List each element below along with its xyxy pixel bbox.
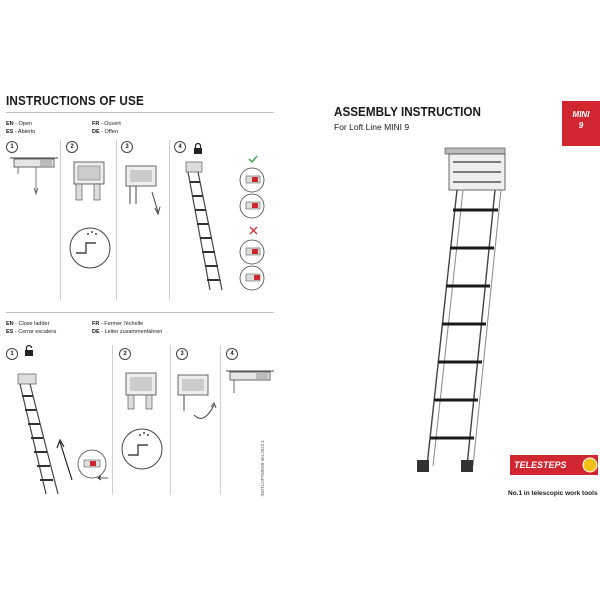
wrong-detail-illustration xyxy=(238,238,274,294)
divider xyxy=(220,345,221,495)
open-step-3-number: 3 xyxy=(121,141,133,153)
lang-fr-open: FR - Ouvert xyxy=(92,121,121,127)
close-step-1-number: 1 xyxy=(6,348,18,360)
version-code: INSTLOFTMINI9 Ver.2022.1 xyxy=(260,440,265,497)
open-step-1-illustration xyxy=(10,152,60,202)
lang-fr-close: FR - Fermer l'échelle xyxy=(92,321,144,327)
close-step-3-illustration xyxy=(174,365,220,435)
open-step-2-illustration xyxy=(68,158,114,268)
lang-en-close: EN - Close ladder xyxy=(6,321,50,327)
model-badge xyxy=(562,101,600,146)
close-step-1-ladder xyxy=(10,370,110,500)
lang-en-open: EN - Open xyxy=(6,121,32,127)
open-step-2-number: 2 xyxy=(66,141,78,153)
brand-emblem-icon xyxy=(582,457,598,473)
divider xyxy=(60,140,61,300)
checkmark-icon xyxy=(248,155,258,163)
divider xyxy=(6,112,274,113)
divider xyxy=(112,345,113,495)
lang-es-close: ES - Cerrar escalera xyxy=(6,329,57,335)
unlock-icon xyxy=(24,345,36,357)
cross-icon xyxy=(249,226,258,235)
open-step-4-ladder xyxy=(180,160,240,300)
open-step-4-number: 4 xyxy=(174,141,186,153)
assembly-title: ASSEMBLY INSTRUCTION xyxy=(334,104,481,119)
lang-de-open: DE - Offen xyxy=(92,129,118,135)
close-step-2-illustration xyxy=(120,365,168,475)
close-step-4-illustration xyxy=(226,365,274,405)
divider xyxy=(116,140,117,300)
loft-ladder-illustration xyxy=(405,140,525,480)
brand-tagline: No.1 in telescopic work tools xyxy=(508,490,598,497)
lang-es-open: ES - Abierto xyxy=(6,129,36,135)
lang-de-close: DE - Leiter zusammenfahren xyxy=(92,329,163,335)
telesteps-logo: TELESTEPS xyxy=(510,455,598,475)
open-step-1-number: 1 xyxy=(6,141,18,153)
lock-icon xyxy=(193,143,203,155)
divider xyxy=(169,140,170,300)
close-step-2-number: 2 xyxy=(119,348,131,360)
correct-detail-illustration xyxy=(238,166,274,222)
badge-line-1: MINI xyxy=(572,110,590,119)
open-step-3-illustration xyxy=(122,158,168,228)
divider xyxy=(170,345,171,495)
instructions-title: INSTRUCTIONS OF USE xyxy=(6,93,144,108)
close-step-3-number: 3 xyxy=(176,348,188,360)
divider xyxy=(6,312,274,313)
assembly-subtitle: For Loft Line MINI 9 xyxy=(334,122,410,132)
badge-line-2: 9 xyxy=(578,121,584,130)
close-step-4-number: 4 xyxy=(226,348,238,360)
